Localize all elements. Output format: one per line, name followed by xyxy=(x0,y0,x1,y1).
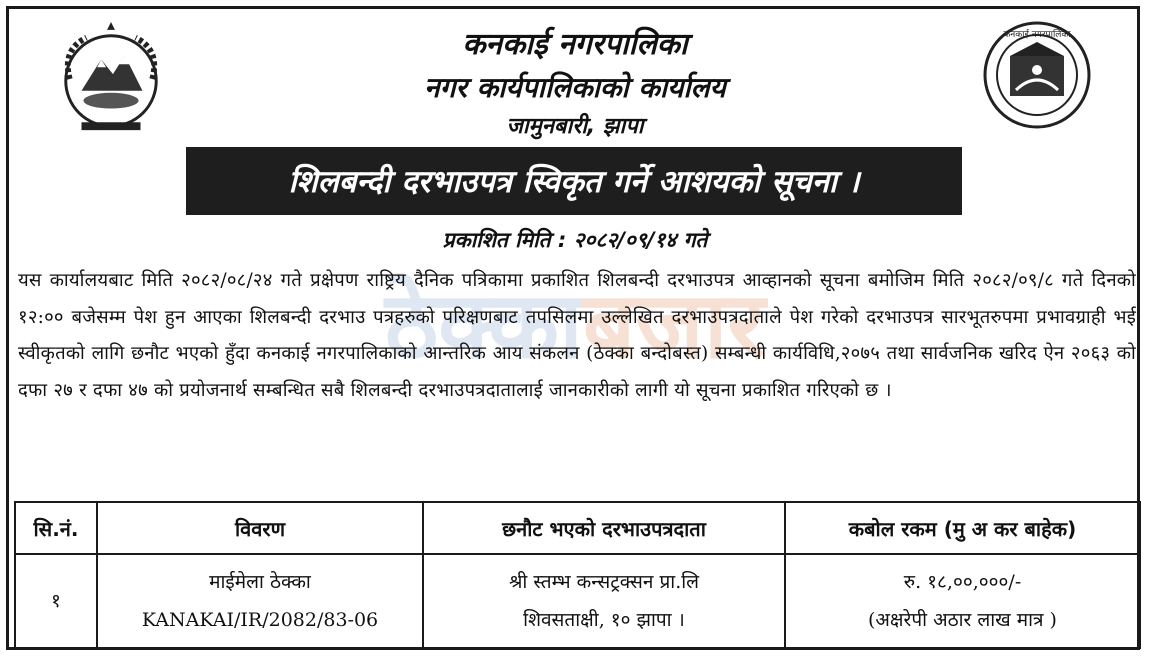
watermark-part2: बजार xyxy=(582,271,766,379)
column-header-sn: सि.नं. xyxy=(15,502,97,554)
amount-line1: रु. १८,००,०००/- xyxy=(903,571,1022,593)
municipality-name: कनकाई नगरपालिका xyxy=(462,27,688,62)
table-header-row xyxy=(15,502,1140,554)
column-header-amount: कबोल रकम (मु अ कर बाहेक) xyxy=(785,502,1140,554)
notice-title-banner xyxy=(186,147,962,215)
bidder-line1: श्री स्तम्भ कन्सट्रक्सन प्रा.लि xyxy=(508,571,700,593)
cell-amount xyxy=(785,554,1140,648)
published-date: प्रकाशित मिति : २०८२/०९/१४ गते xyxy=(442,228,708,252)
cell-bidder xyxy=(423,554,785,648)
notice-title: शिलबन्दी दरभाउपत्र स्विकृत गर्ने आशयको सूचना । xyxy=(288,164,860,200)
office-name: नगर कार्यपालिकाको कार्यालय xyxy=(424,71,726,104)
svg-text:कनकाई नगरपालिका: कनकाई नगरपालिका xyxy=(1003,30,1071,40)
amount-line2: (अक्षरेपी अठार लाख मात्र ) xyxy=(868,609,1057,631)
table-row xyxy=(15,554,1140,648)
bidder-line2: शिवसताक्षी, १० झापा । xyxy=(523,609,685,631)
cell-sn: १ xyxy=(15,554,97,648)
cell-description xyxy=(97,554,423,648)
award-table xyxy=(14,501,1141,649)
column-header-bidder: छनौट भएको दरभाउपत्रदाता xyxy=(423,502,785,554)
description-line1: माईमेला ठेक्का xyxy=(209,571,311,593)
column-header-description: विवरण xyxy=(97,502,423,554)
notice-body: यस कार्यालयबाट मिति २०८२/०८/२४ गते प्रक्षेपण राष्ट्रिय दैनिक पत्रिकामा प्रकाशित शिलबन्दी दरभाउपत्र आव्हानको सूचना बमोजिम मिति २०८२/०९/८ गते दिनको १२:०० बजेसम्म पेश हुन आएका शिलबन्दी दरभाउ पत्रहरुको परिक्षणबाट तपसिलमा उल्लेखित दरभाउपत्रदाताले पेश गरेको दरभाउपत्र सारभूतरुपमा प्रभावग्राही भई स्वीकृतको लागि छनौट भएको हुँदा कनकाई नगरपालिकाको आन्तरिक आय संकलन (ठेक्का बन्दोबस्त) सम्बन्धी कार्यविधि,२०७५ तथा सार्वजनिक खरिद ऐन २०६३ को दफा २७ र दफा ४७ को प्रयोजनार्थ सम्बन्धित सबै शिलबन्दी दरभाउपत्रदातालाई जानकारीको लागी यो सूचना प्रकाशित गरिएको छ । xyxy=(18,270,1136,401)
watermark-part1: ठेक्का xyxy=(384,271,583,379)
office-location: जामुनबारी, झापा xyxy=(506,114,644,139)
description-line2: KANAKAI/IR/2082/83-06 xyxy=(141,609,379,631)
